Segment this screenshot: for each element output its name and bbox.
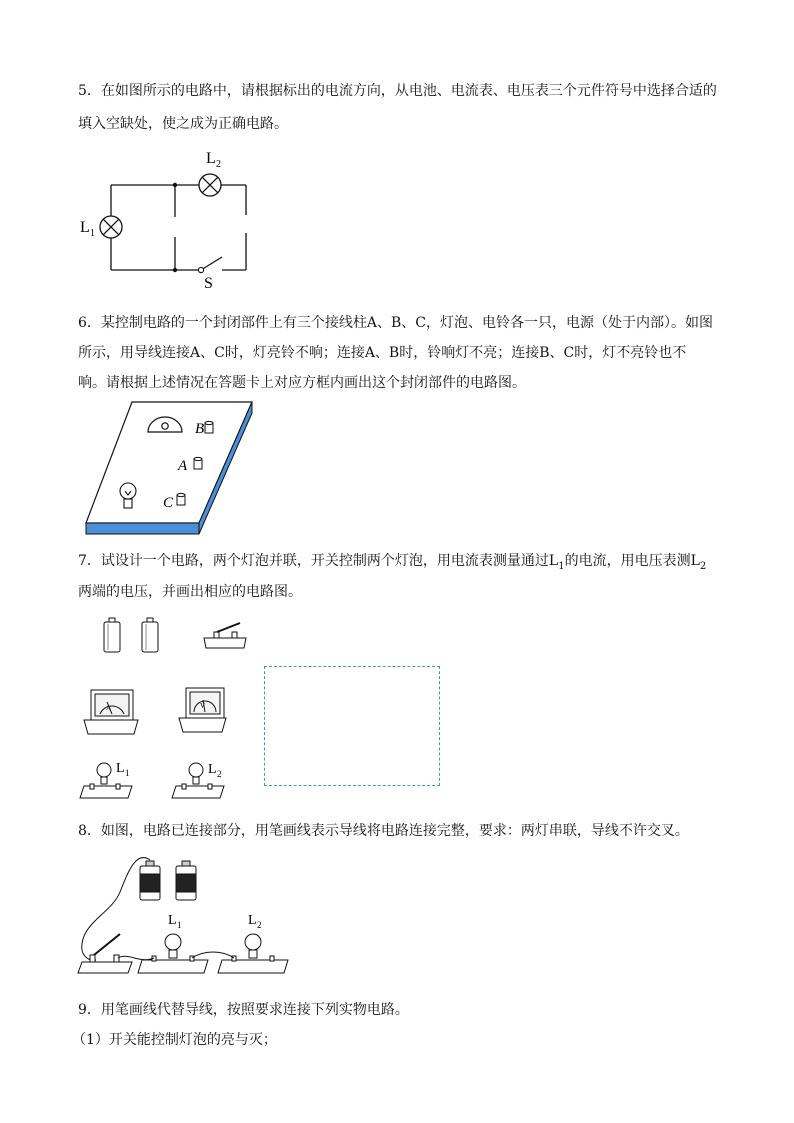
label-l2: L	[206, 150, 216, 167]
ammeter-label: A	[106, 704, 112, 712]
q6-sealed-box-figure	[84, 400, 260, 540]
terminal-c-icon	[177, 493, 185, 505]
svg-text:2: 2	[257, 920, 262, 930]
lamp-l1-symbol	[100, 216, 122, 238]
bulb-l2-label: L	[248, 913, 257, 928]
q7-components-figure	[76, 610, 256, 810]
lamp-l2-symbol	[199, 174, 221, 196]
q5-text-line2: 填入空缺处，使之成为正确电路。	[78, 116, 288, 132]
label-b: B	[195, 421, 205, 437]
label-l1: L	[80, 219, 90, 236]
q6-text-line1: 6．某控制电路的一个封闭部件上有三个接线柱A、B、C，灯泡、电铃各一只，电源（处于内部）。如图	[78, 315, 714, 331]
svg-text:1: 1	[177, 920, 182, 930]
junction-dot-top	[173, 183, 177, 187]
bulb-l1-label: L	[116, 761, 125, 776]
q8-circuit-figure	[76, 852, 296, 982]
q7-text-line2: 两端的电压，并画出相应的电路图。	[78, 584, 302, 600]
label-a: A	[178, 458, 188, 474]
ammeter-icon	[84, 690, 138, 734]
switch-icon	[204, 623, 246, 648]
terminal-b-icon	[205, 421, 213, 433]
svg-text:2: 2	[217, 769, 222, 779]
switch-icon	[78, 934, 132, 973]
voltmeter-label: V	[200, 702, 206, 710]
svg-text:1: 1	[90, 228, 95, 239]
bulb-l2-icon	[218, 934, 288, 973]
bulb-l1-icon	[138, 934, 208, 973]
q7-text-line1: 7．试设计一个电路，两个灯泡并联，开关控制两个灯泡，用电流表测量通过$L_1$的电流，用电压表测$L_2$	[78, 553, 707, 572]
q9-text-line1: 9．用笔画线代替导线，按照要求连接下列实物电路。	[78, 1002, 409, 1018]
switch-contact	[198, 267, 203, 272]
label-s: S	[204, 275, 213, 292]
svg-text:2: 2	[216, 159, 221, 170]
q5-text-line1: 5．在如图所示的电路中，请根据标出的电流方向，从电池、电流表、电压表三个元件符号中选择合适的	[78, 83, 717, 99]
q6-text-line3: 响。请根据上述情况在答题卡上对应方框内画出这个封闭部件的电路图。	[78, 375, 526, 391]
q6-text-line2: 所示，用导线连接A、C时，灯亮铃不响；连接A、B时，铃响灯不亮；连接B、C时，灯不亮铃也不	[78, 345, 687, 361]
q8-text-line1: 8．如图，电路已连接部分，用笔画线表示导线将电路连接完整，要求：两灯串联，导线不许交叉。	[78, 823, 689, 839]
bulb-l2-label: L	[208, 762, 217, 777]
q7-answer-box[interactable]	[264, 666, 440, 786]
q5-circuit-diagram	[74, 145, 264, 295]
svg-text:1: 1	[125, 768, 130, 778]
terminal-a-icon	[194, 457, 202, 469]
voltmeter-icon	[179, 688, 226, 732]
label-c: C	[163, 495, 174, 511]
bulb-l1-label: L	[168, 913, 177, 928]
junction-dot-bottom	[173, 268, 177, 272]
battery-pair-icon	[140, 861, 196, 900]
battery-icon	[104, 618, 158, 652]
q9-item1: （1）开关能控制灯泡的亮与灭；	[72, 1032, 277, 1048]
